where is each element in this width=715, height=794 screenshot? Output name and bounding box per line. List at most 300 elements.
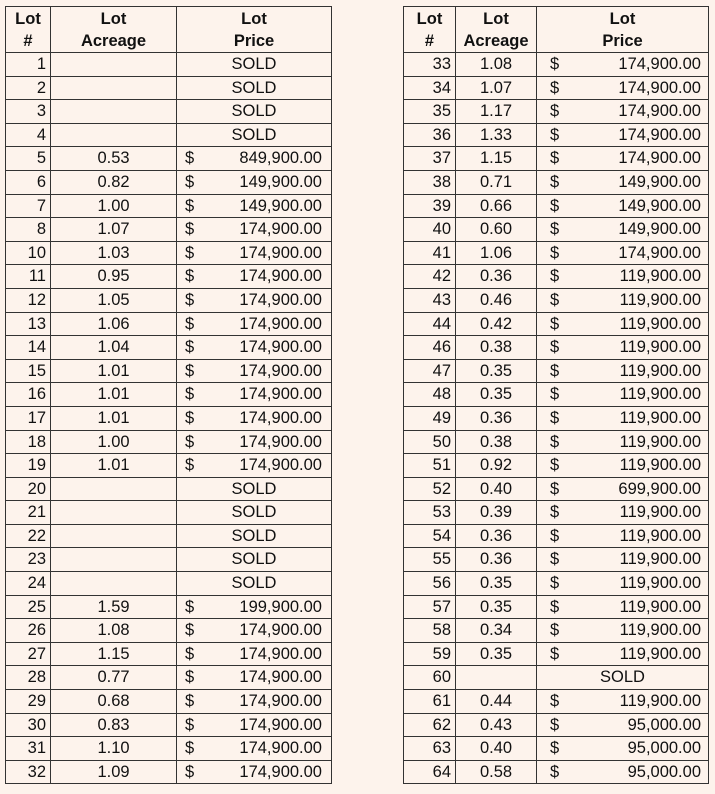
lot-price-cell [177, 194, 332, 218]
lot-acreage-cell: 0.38 [456, 336, 537, 360]
lot-acreage-cell [51, 548, 177, 572]
currency-symbol: $ [550, 55, 560, 73]
lot-price-cell [177, 501, 332, 525]
lot-acreage-cell: 0.35 [456, 595, 537, 619]
lot-acreage-cell: 1.06 [51, 312, 177, 336]
currency-symbol: $ [550, 621, 560, 640]
lot-price-cell [537, 312, 709, 336]
lot-price-cell [537, 53, 709, 77]
price-amount: 174,900.00 [239, 408, 322, 427]
table-row [404, 524, 709, 548]
table-row [404, 619, 709, 643]
price-amount: 95,000.00 [627, 739, 701, 758]
lot-acreage-cell: 1.05 [51, 288, 177, 312]
table-row [404, 241, 709, 265]
table-row [404, 53, 709, 77]
currency-symbol: $ [550, 479, 560, 498]
lot-acreage-cell [51, 53, 177, 77]
lot-number-header: Lot # [404, 7, 456, 53]
price-amount: 174,900.00 [239, 267, 322, 286]
lot-price-cell [177, 524, 332, 548]
lot-price-cell [177, 619, 332, 643]
lot-number-cell: 31 [6, 737, 51, 761]
price-amount: 119,900.00 [619, 290, 701, 309]
table-row [6, 336, 332, 360]
lot-price-cell [177, 760, 332, 784]
lot-number-cell: 29 [6, 690, 51, 714]
lot-number-cell: 1 [6, 53, 51, 77]
table-row [404, 642, 709, 666]
lot-number-cell: 20 [6, 477, 51, 501]
table-row [6, 288, 332, 312]
price-amount: 119,900.00 [619, 526, 701, 545]
currency-symbol: $ [185, 385, 195, 404]
currency-symbol: $ [185, 196, 195, 215]
lot-acreage-cell: 0.36 [456, 265, 537, 289]
currency-symbol: $ [550, 762, 560, 781]
currency-symbol: $ [185, 739, 195, 758]
lot-price-cell [537, 336, 709, 360]
lot-number-cell: 55 [404, 548, 456, 572]
sold-label: SOLD [231, 574, 277, 593]
lot-acreage-cell: 1.59 [51, 595, 177, 619]
lot-price-cell [537, 572, 709, 596]
table-row [6, 170, 332, 194]
lot-number-cell: 48 [404, 383, 456, 407]
price-amount: 849,900.00 [239, 149, 322, 168]
lot-acreage-header: Lot Acreage [456, 7, 537, 53]
lot-number-cell: 7 [6, 194, 51, 218]
lot-number-cell: 27 [6, 642, 51, 666]
lot-number-cell: 12 [6, 288, 51, 312]
lot-number-cell: 13 [6, 312, 51, 336]
lot-number-cell: 6 [6, 170, 51, 194]
sold-label: SOLD [600, 668, 645, 687]
table-row [404, 406, 709, 430]
table-row [6, 454, 332, 478]
lot-price-cell [537, 147, 709, 171]
table-row [404, 548, 709, 572]
table-row [6, 477, 332, 501]
table-row [6, 100, 332, 124]
table-row [404, 312, 709, 336]
price-amount: 119,900.00 [619, 408, 701, 427]
lot-acreage-cell: 0.40 [456, 737, 537, 761]
price-amount: 174,900.00 [239, 762, 322, 781]
lot-price-cell [537, 548, 709, 572]
lot-number-cell: 28 [6, 666, 51, 690]
lot-number-cell: 58 [404, 619, 456, 643]
currency-symbol: $ [185, 149, 195, 168]
lot-table-right [403, 6, 709, 784]
lot-acreage-cell: 0.77 [51, 666, 177, 690]
lot-number-cell: 35 [404, 100, 456, 124]
lot-price-cell [537, 288, 709, 312]
table-row [6, 737, 332, 761]
table-row [6, 359, 332, 383]
lot-price-cell [177, 430, 332, 454]
lot-acreage-cell: 0.36 [456, 548, 537, 572]
table-row [6, 572, 332, 596]
lot-acreage-cell: 1.08 [51, 619, 177, 643]
table-row [404, 760, 709, 784]
table-row [404, 265, 709, 289]
lot-price-cell [177, 53, 332, 77]
currency-symbol: $ [550, 314, 560, 333]
table-row [404, 737, 709, 761]
table-row [404, 76, 709, 100]
table-row [404, 359, 709, 383]
lot-price-cell [177, 690, 332, 714]
currency-symbol: $ [550, 692, 560, 711]
table-row [404, 170, 709, 194]
lot-acreage-cell: 0.35 [456, 383, 537, 407]
lot-acreage-cell: 0.38 [456, 430, 537, 454]
lot-number-cell: 5 [6, 147, 51, 171]
price-amount: 174,900.00 [618, 78, 701, 97]
price-amount: 119,900.00 [619, 432, 701, 451]
currency-symbol: $ [185, 621, 195, 640]
price-amount: 174,900.00 [618, 149, 701, 168]
lot-price-cell [177, 76, 332, 100]
currency-symbol: $ [185, 408, 195, 427]
lot-acreage-cell [51, 477, 177, 501]
lot-price-cell [537, 524, 709, 548]
lot-number-cell: 54 [404, 524, 456, 548]
lot-price-cell [537, 123, 709, 147]
lot-number-cell: 42 [404, 265, 456, 289]
table-row [6, 147, 332, 171]
table-row [6, 123, 332, 147]
lot-price-cell [537, 713, 709, 737]
lot-price-cell [177, 241, 332, 265]
lot-acreage-cell: 0.71 [456, 170, 537, 194]
table-row [6, 265, 332, 289]
currency-symbol: $ [550, 503, 560, 522]
table-row [404, 501, 709, 525]
lot-acreage-cell: 0.44 [456, 690, 537, 714]
lot-acreage-cell: 1.00 [51, 194, 177, 218]
currency-symbol: $ [550, 172, 560, 191]
lot-price-cell [177, 359, 332, 383]
table-row [6, 713, 332, 737]
lot-number-cell: 19 [6, 454, 51, 478]
lot-price-header: Lot Price [537, 7, 709, 53]
lot-price-cell [537, 737, 709, 761]
lot-acreage-cell: 1.01 [51, 454, 177, 478]
price-amount: 119,900.00 [619, 267, 701, 286]
table-row [6, 76, 332, 100]
lot-price-cell [537, 194, 709, 218]
table-row [404, 218, 709, 242]
lot-price-cell [537, 690, 709, 714]
lot-number-cell: 11 [6, 265, 51, 289]
header-row [404, 7, 709, 53]
lot-number-cell: 44 [404, 312, 456, 336]
lot-acreage-cell: 0.66 [456, 194, 537, 218]
lot-price-cell [537, 760, 709, 784]
table-row [6, 690, 332, 714]
lot-acreage-cell: 1.15 [51, 642, 177, 666]
lot-price-cell [177, 288, 332, 312]
table-row [6, 548, 332, 572]
price-amount: 95,000.00 [627, 762, 701, 781]
sold-label: SOLD [231, 55, 277, 73]
table-row [404, 595, 709, 619]
lot-number-cell: 46 [404, 336, 456, 360]
lot-acreage-cell: 1.00 [51, 430, 177, 454]
lot-price-cell [177, 123, 332, 147]
lot-acreage-cell: 0.53 [51, 147, 177, 171]
price-amount: 174,900.00 [239, 220, 322, 239]
price-amount: 699,900.00 [618, 479, 701, 498]
table-row [404, 713, 709, 737]
lot-acreage-cell: 0.58 [456, 760, 537, 784]
lot-acreage-header: Lot Acreage [51, 7, 177, 53]
currency-symbol: $ [185, 644, 195, 663]
header-row [6, 7, 332, 53]
table-row [404, 383, 709, 407]
lot-price-cell [537, 642, 709, 666]
currency-symbol: $ [185, 692, 195, 711]
currency-symbol: $ [550, 102, 560, 121]
lot-number-cell: 63 [404, 737, 456, 761]
lot-price-cell [177, 100, 332, 124]
lot-number-cell: 53 [404, 501, 456, 525]
lot-number-cell: 2 [6, 76, 51, 100]
lot-acreage-cell: 0.68 [51, 690, 177, 714]
currency-symbol: $ [550, 597, 560, 616]
price-amount: 174,900.00 [239, 361, 322, 380]
currency-symbol: $ [550, 715, 560, 734]
table-row [6, 430, 332, 454]
price-amount: 119,900.00 [619, 550, 701, 569]
currency-symbol: $ [550, 574, 560, 593]
currency-symbol: $ [185, 456, 195, 475]
lot-price-cell [177, 642, 332, 666]
lot-price-cell [537, 265, 709, 289]
lot-price-cell [537, 666, 709, 690]
lot-price-cell [177, 170, 332, 194]
currency-symbol: $ [550, 739, 560, 758]
lot-acreage-cell: 0.83 [51, 713, 177, 737]
lot-number-cell: 50 [404, 430, 456, 454]
price-amount: 174,900.00 [239, 692, 322, 711]
lot-price-cell [177, 147, 332, 171]
lot-number-cell: 24 [6, 572, 51, 596]
lot-price-cell [177, 666, 332, 690]
lot-acreage-cell: 1.04 [51, 336, 177, 360]
lot-price-cell [537, 477, 709, 501]
lot-price-cell [537, 383, 709, 407]
currency-symbol: $ [550, 338, 560, 357]
table-row [404, 666, 709, 690]
currency-symbol: $ [185, 597, 195, 616]
lot-acreage-cell [51, 524, 177, 548]
lot-number-cell: 26 [6, 619, 51, 643]
lot-price-cell [177, 737, 332, 761]
lot-number-cell: 30 [6, 713, 51, 737]
price-amount: 174,900.00 [239, 243, 322, 262]
lot-number-cell: 64 [404, 760, 456, 784]
lot-number-header: Lot # [6, 7, 51, 53]
lot-number-cell: 3 [6, 100, 51, 124]
lot-acreage-cell: 0.60 [456, 218, 537, 242]
table-row [6, 194, 332, 218]
table-row [6, 383, 332, 407]
table-row [6, 642, 332, 666]
lot-acreage-cell: 0.42 [456, 312, 537, 336]
currency-symbol: $ [550, 408, 560, 427]
lot-acreage-cell: 0.35 [456, 359, 537, 383]
lot-acreage-cell: 0.95 [51, 265, 177, 289]
lot-price-cell [177, 595, 332, 619]
lot-acreage-cell: 0.35 [456, 572, 537, 596]
lot-number-cell: 38 [404, 170, 456, 194]
lot-price-cell [537, 76, 709, 100]
lot-price-cell [537, 501, 709, 525]
price-amount: 119,900.00 [619, 361, 701, 380]
price-amount: 119,900.00 [619, 456, 701, 475]
table-row [404, 430, 709, 454]
currency-symbol: $ [550, 432, 560, 451]
sold-label: SOLD [231, 503, 277, 522]
lot-price-cell [177, 265, 332, 289]
price-amount: 149,900.00 [618, 172, 701, 191]
lot-acreage-cell: 0.43 [456, 713, 537, 737]
price-amount: 149,900.00 [618, 220, 701, 239]
price-amount: 119,900.00 [619, 621, 701, 640]
price-amount: 199,900.00 [239, 597, 322, 616]
lot-number-cell: 18 [6, 430, 51, 454]
lot-price-cell [177, 572, 332, 596]
lot-number-cell: 59 [404, 642, 456, 666]
price-amount: 174,900.00 [239, 456, 322, 475]
lot-number-cell: 57 [404, 595, 456, 619]
price-amount: 119,900.00 [619, 385, 701, 404]
currency-symbol: $ [550, 290, 560, 309]
lot-price-cell [177, 383, 332, 407]
currency-symbol: $ [550, 267, 560, 286]
lot-acreage-cell: 1.07 [51, 218, 177, 242]
lot-price-cell [177, 312, 332, 336]
lot-acreage-cell [51, 100, 177, 124]
sold-label: SOLD [231, 550, 277, 569]
price-amount: 174,900.00 [618, 243, 701, 262]
lot-price-cell [537, 595, 709, 619]
lot-acreage-cell [51, 572, 177, 596]
price-amount: 174,900.00 [239, 338, 322, 357]
lot-acreage-cell: 0.35 [456, 642, 537, 666]
lot-price-cell [177, 713, 332, 737]
table-row [6, 406, 332, 430]
currency-symbol: $ [550, 361, 560, 380]
table-row [6, 619, 332, 643]
lot-price-header: Lot Price [177, 7, 332, 53]
lot-acreage-cell: 1.09 [51, 760, 177, 784]
lot-acreage-cell: 0.34 [456, 619, 537, 643]
lot-price-cell [537, 454, 709, 478]
lot-acreage-cell [456, 666, 537, 690]
lot-number-cell: 23 [6, 548, 51, 572]
table-row [404, 572, 709, 596]
lot-price-cell [177, 454, 332, 478]
lot-price-cell [177, 406, 332, 430]
lot-number-cell: 21 [6, 501, 51, 525]
price-amount: 174,900.00 [239, 314, 322, 333]
table-row [404, 477, 709, 501]
lot-number-cell: 36 [404, 123, 456, 147]
sold-label: SOLD [231, 125, 277, 144]
price-amount: 174,900.00 [239, 739, 322, 758]
lot-acreage-cell: 1.08 [456, 53, 537, 77]
currency-symbol: $ [185, 267, 195, 286]
lot-number-cell: 52 [404, 477, 456, 501]
currency-symbol: $ [185, 715, 195, 734]
lot-price-cell [177, 548, 332, 572]
currency-symbol: $ [185, 432, 195, 451]
lot-number-cell: 17 [6, 406, 51, 430]
lot-number-cell: 56 [404, 572, 456, 596]
lot-number-cell: 8 [6, 218, 51, 242]
price-amount: 174,900.00 [239, 668, 322, 687]
lot-number-cell: 34 [404, 76, 456, 100]
lot-number-cell: 49 [404, 406, 456, 430]
lot-acreage-cell [51, 123, 177, 147]
lot-acreage-cell: 1.01 [51, 383, 177, 407]
lot-number-cell: 47 [404, 359, 456, 383]
lot-price-cell [537, 241, 709, 265]
price-amount: 119,900.00 [619, 503, 701, 522]
lot-number-cell: 60 [404, 666, 456, 690]
currency-symbol: $ [185, 220, 195, 239]
lot-acreage-cell: 1.33 [456, 123, 537, 147]
lot-price-cell [537, 430, 709, 454]
price-amount: 174,900.00 [239, 432, 322, 451]
price-amount: 95,000.00 [627, 715, 701, 734]
lot-acreage-cell [51, 76, 177, 100]
currency-symbol: $ [185, 668, 195, 687]
price-amount: 174,900.00 [618, 55, 701, 73]
lot-price-cell [537, 170, 709, 194]
lot-price-cell [537, 619, 709, 643]
table-row [404, 147, 709, 171]
lot-acreage-cell: 1.01 [51, 359, 177, 383]
currency-symbol: $ [550, 550, 560, 569]
lot-acreage-cell: 1.17 [456, 100, 537, 124]
table-row [404, 690, 709, 714]
lot-acreage-cell: 0.46 [456, 288, 537, 312]
lot-number-cell: 32 [6, 760, 51, 784]
price-amount: 174,900.00 [618, 102, 701, 121]
currency-symbol: $ [550, 644, 560, 663]
price-amount: 119,900.00 [619, 644, 701, 663]
lot-table-left [5, 6, 332, 784]
lot-number-cell: 41 [404, 241, 456, 265]
lot-acreage-cell: 0.82 [51, 170, 177, 194]
lot-number-cell: 33 [404, 53, 456, 77]
table-row [6, 312, 332, 336]
table-row [6, 53, 332, 77]
table-row [6, 241, 332, 265]
currency-symbol: $ [550, 78, 560, 97]
price-amount: 149,900.00 [618, 196, 701, 215]
currency-symbol: $ [185, 762, 195, 781]
lot-acreage-cell: 1.03 [51, 241, 177, 265]
lot-number-cell: 43 [404, 288, 456, 312]
table-row [6, 595, 332, 619]
currency-symbol: $ [550, 385, 560, 404]
